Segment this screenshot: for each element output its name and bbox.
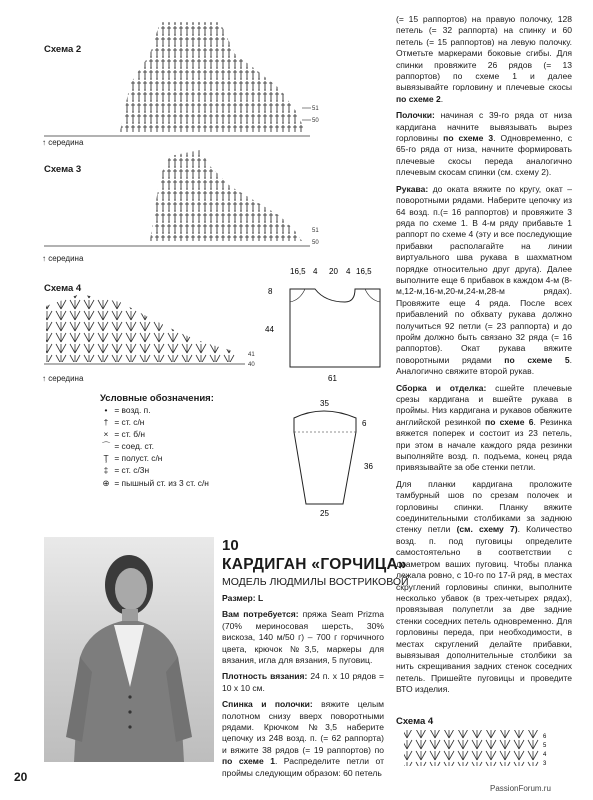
- svg-text:3: 3: [543, 761, 547, 767]
- svg-text:16,5: 16,5: [356, 267, 372, 276]
- svg-text:5: 5: [543, 743, 547, 749]
- svg-text:20: 20: [329, 267, 338, 276]
- legend-item: † = ст. с/н: [103, 417, 145, 428]
- body-diagram: [260, 262, 390, 386]
- svg-text:8: 8: [268, 287, 273, 296]
- size-label: Размер:: [222, 593, 256, 603]
- scheme-3-center: ↑ середина: [42, 254, 84, 263]
- legend-item: × = ст. б/н: [103, 429, 146, 440]
- svg-text:36: 36: [364, 462, 373, 471]
- bottom-scheme-chart: [400, 728, 560, 770]
- model-photo: [44, 537, 214, 762]
- svg-text:35: 35: [320, 399, 329, 408]
- svg-text:4: 4: [346, 267, 351, 276]
- scheme-4-center: ↑ середина: [42, 374, 84, 383]
- s2-row-50: 50: [312, 118, 319, 124]
- gauge-text: 24 п. х 10 рядов = 10 х 10 см.: [222, 671, 384, 693]
- model-figure: [44, 537, 214, 762]
- svg-text:4: 4: [543, 752, 547, 758]
- s2-row-51: 51: [312, 106, 319, 112]
- pattern-subtitle: МОДЕЛЬ ЛЮДМИЛЫ ВОСТРИКОВОЙ: [222, 576, 409, 588]
- pattern-text-right: (= 15 раппортов) на правую полочку, 128 петель (= 32 раппорта) на спинку и 60 петель (= 15 раппортов) на левую полочку. Отметьте маркерами боковые сгибы. Для спинки провяжите 26 рядов (= 13 раппортов) по схеме 1 и далее вывязывайте горловину и плечевые скосы по схеме 2. Полочки: начиная с 39-го ряда от низа кардигана начните вывязывать вырез горловины по схеме 3. Одновременно, с 65-го ряда от низа, начните формировать плечевые скосы переда аналогично плечевым скосам спинки (см. схему 2). Рукава: до оката вяжите по кругу, окат – поворотными рядами. Наберите цепочку из 64 возд. п.(= 16 раппортов) и провяжите 3 ряда по схеме 1. В 4-м ряду прибавьте 1 раппорт по схеме 4 (эту и все последующие прибавки располагайте на линии виртуального шва рукава в шахматном порядке относительно друг друга). Далее выполните еще 6 прибавок в каждом 4-м (8-м,12-м,16-м,20-м,24-м,28-м рядах). Провяжите еще 4 ряда. После всех прибавлений по обхвату рукава должно получиться 92 петли (= 23 раппорта) и до пройм должно быть связано 32 ряда (= 16 раппортов). Окат рукава вяжите поворотными рядами по схеме 5. Аналогично свяжите второй рукав. Сборка и отделка: сшейте плечевые срезы кардигана и вшейте рукава в проймы. Низ кардигана и рукавов обвяжите английской резинкой по схеме 6. Резинка вяжется поперек и состоит из 23 петель, при этом в начале каждого ряда резинки выполняйте возд. п. подъема, конец ряда привязывайте за обе стенки петли. Для планки кардигана проложите тамбурный шов по срезам полочек и горловины спинки. Планку вяжите соединительными столбиками за заднюю стенку петли (см. схему 7). Количество возд. п. под пуговицы определите самостоятельно в соответствии с диаметром ваших пуговиц. Чтобы планка лежала ровно, с 10-го по 17-й ряд, в местах скруглений горловины спинки, выполните несколько убавок (в трех-четырех рядах), провязывая полупетли за две задние стенки соседних петель одновременно. Для горловины переда, при необходимости, в местах скруглений делайте прибавки, вывязывая дополнительные столбики за нить скрещивания задних стенок соседних петель. Пришейте пуговицы и проведите ВТО изделия.: [396, 14, 573, 695]
- scheme-3-chart: [40, 146, 325, 256]
- body-bold: по схеме 1: [222, 756, 275, 767]
- materials-label: Вам потребуется:: [222, 609, 299, 620]
- svg-text:6: 6: [543, 734, 547, 740]
- scheme-2-label: Схема 2: [44, 44, 82, 55]
- body-label: Спинка и полочки:: [222, 699, 313, 710]
- legend: [100, 393, 240, 489]
- legend-item: ⌒ = соед. ст.: [101, 441, 154, 452]
- svg-text:41: 41: [248, 352, 255, 358]
- scheme-2-chart: [40, 14, 325, 152]
- gauge-label: Плотность вязания:: [222, 671, 308, 682]
- legend-item: ⊕ = пышный ст. из 3 ст. с/н: [102, 477, 209, 488]
- svg-text:4: 4: [313, 267, 318, 276]
- page-number: 20: [14, 770, 28, 784]
- svg-text:25: 25: [320, 509, 329, 518]
- legend-item: ‡ = ст. с/3н: [103, 465, 150, 476]
- sleeve-diagram: [288, 394, 398, 518]
- d1-top-1: 16,5: [290, 267, 306, 276]
- pattern-number: 10: [222, 537, 239, 554]
- svg-text:50: 50: [312, 240, 319, 246]
- legend-item: • = возд. п.: [104, 405, 151, 415]
- legend-item: Ţ = полуст. с/н: [103, 453, 163, 464]
- pattern-text-left: [222, 593, 384, 784]
- footer-watermark: PassionForum.ru: [490, 784, 551, 793]
- bottom-scheme-label: Схема 4: [396, 716, 434, 727]
- materials-text: пряжа Seam Prizma (70% мериносовая шерсть, 30% вискоза, 140 м/50 г) – 700 г горчичного цвета, крючок №3,5, маркеры для вязания, игла для вязания, 5 пуговиц.: [222, 609, 384, 666]
- svg-text:40: 40: [248, 362, 255, 368]
- size-value: L: [258, 593, 264, 603]
- scheme-4-chart: [40, 288, 270, 370]
- scheme-4-label: Схема 4: [44, 283, 82, 294]
- svg-text:51: 51: [312, 228, 319, 234]
- scheme-2-center: ↑ середина: [42, 138, 84, 147]
- svg-text:61: 61: [328, 374, 337, 383]
- scheme-3-label: Схема 3: [44, 164, 82, 175]
- pattern-title: КАРДИГАН «ГОРЧИЦА»: [222, 556, 407, 573]
- svg-text:6: 6: [362, 419, 367, 428]
- body-text-a: вяжите целым полотном снизу вверх поворотными рядами. Крючком №3,5 наберите цепочку из 248 возд. п. (= 62 раппорта) и вяжите 38 рядов (= 19 раппортов) по: [222, 699, 385, 755]
- body-text-b: . Распределите петли от проймы следующим образом: 60 петель: [222, 756, 384, 778]
- legend-title: Условные обозначения:: [100, 393, 214, 404]
- svg-text:44: 44: [265, 325, 274, 334]
